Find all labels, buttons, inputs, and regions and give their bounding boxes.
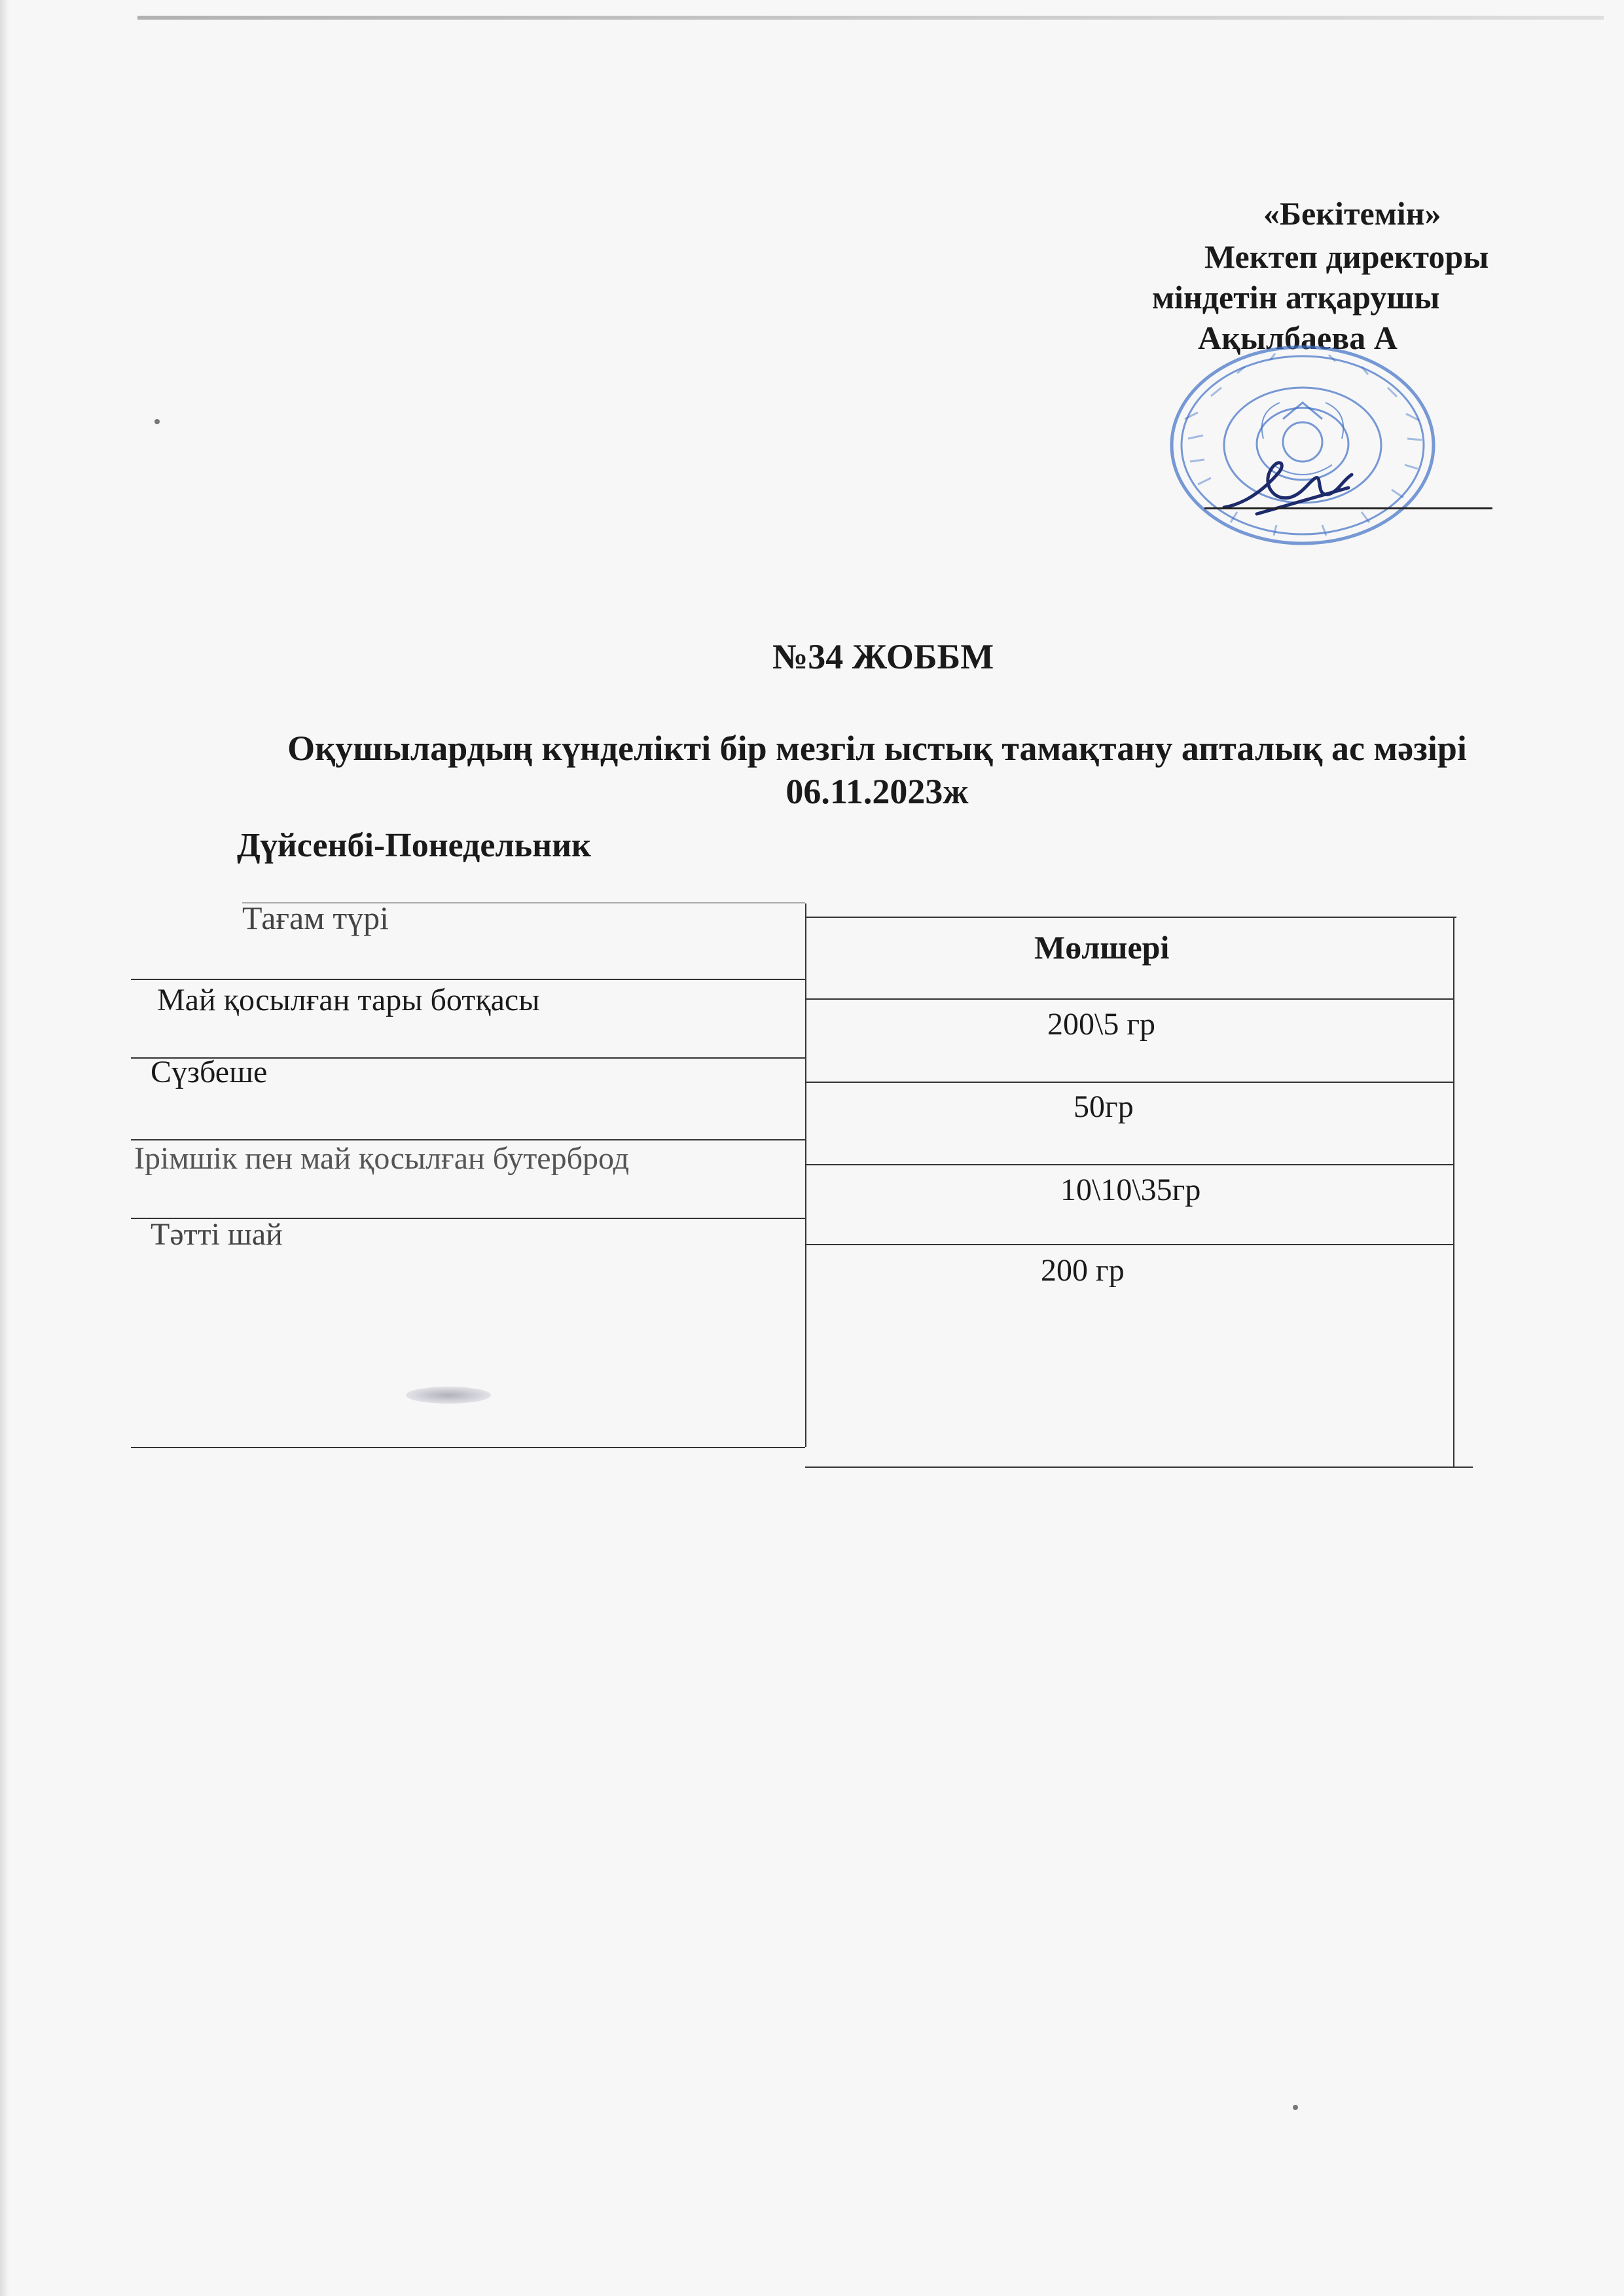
day-label: Дүйсенбі-Понедельник — [237, 827, 591, 864]
table-row-amount: 50гр — [1074, 1089, 1134, 1124]
scan-shadow — [0, 0, 9, 2296]
table-row-dish: Ірімшік пен май қосылған бутерброд — [134, 1141, 630, 1176]
scan-smudge — [406, 1387, 491, 1404]
approval-heading: «Бекітемін» — [1263, 195, 1441, 232]
table-row-amount: 10\10\35гр — [1060, 1173, 1201, 1207]
scan-speck — [154, 419, 160, 424]
signature-line — [1204, 507, 1492, 509]
table-row-dish: Май қосылған тары ботқасы — [157, 983, 540, 1017]
table-row-divider — [805, 1082, 1454, 1083]
table-border-bottom — [805, 1467, 1473, 1468]
header-dish-type: Тағам түрі — [242, 900, 389, 936]
table-row-dish: Сүзбеше — [151, 1055, 268, 1089]
table-row-divider — [131, 979, 805, 980]
school-title: №34 ЖОББМ — [772, 637, 994, 676]
table-column-divider — [805, 903, 806, 1447]
approval-position: Мектеп директоры — [1204, 238, 1489, 275]
table-row-amount: 200 гр — [1041, 1253, 1125, 1288]
table-row-divider — [805, 998, 1454, 1000]
approval-name: Ақылбаева А — [1198, 319, 1398, 356]
menu-date: 06.11.2023ж — [785, 772, 969, 811]
table-row-divider — [805, 1244, 1454, 1245]
table-row-amount: 200\5 гр — [1047, 1007, 1156, 1042]
scan-edge — [137, 16, 1604, 20]
table-row-dish: Тәтті шай — [151, 1217, 283, 1252]
signature-icon — [1218, 452, 1368, 524]
scan-speck — [1293, 2105, 1298, 2110]
menu-title-text: Оқушылардың күнделікті бір мезгіл ыстық тамақтану апталық ас мәзірі — [287, 729, 1467, 768]
table-row-divider — [805, 1164, 1454, 1165]
table-border-top-right — [805, 917, 1456, 918]
table-border-bottom — [131, 1447, 805, 1448]
official-stamp-icon — [1159, 340, 1447, 556]
header-amount: Мөлшері — [1034, 929, 1170, 966]
approval-role: міндетін атқарушы — [1152, 279, 1440, 316]
menu-title — [249, 727, 1506, 813]
